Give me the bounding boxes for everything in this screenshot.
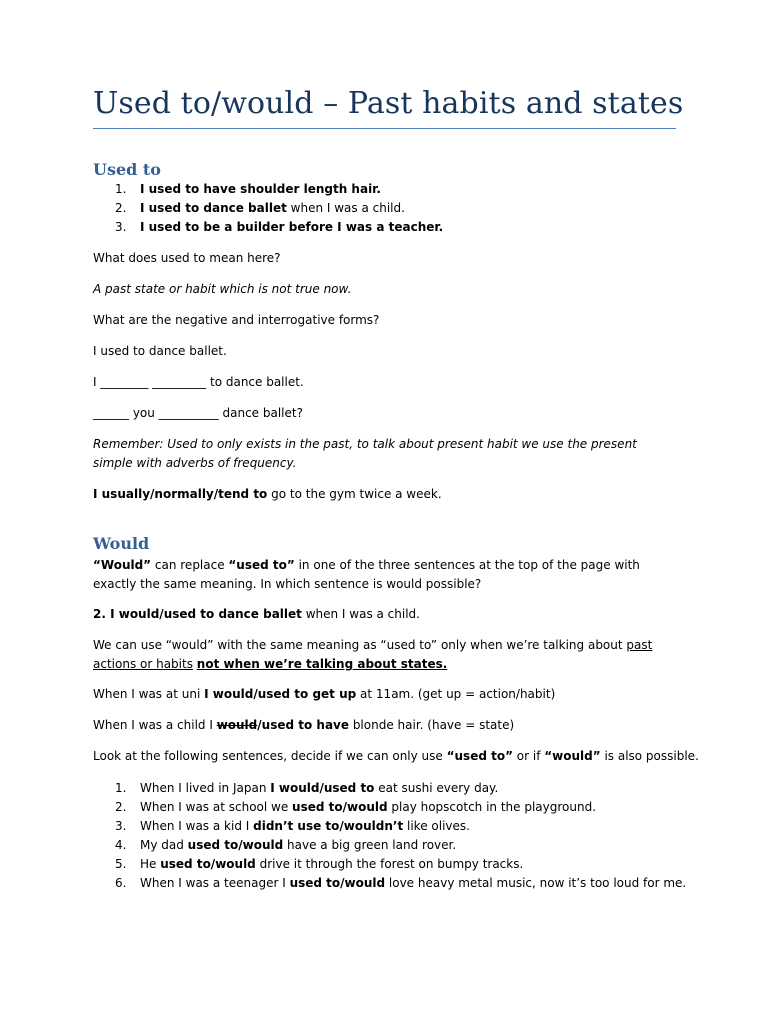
- heading-used-to: Used to: [93, 160, 161, 179]
- page-title: Used to/would – Past habits and states: [93, 86, 684, 121]
- item-text: When I was at school we: [140, 800, 293, 814]
- ex-rest: at 11am. (get up = action/habit): [356, 687, 556, 701]
- example-negative-blank: I ________ _________ to dance ballet.: [93, 375, 304, 389]
- example-action: [93, 685, 555, 704]
- ex-bold: /used to have: [257, 718, 349, 732]
- intro-used-to: “used to”: [228, 558, 295, 572]
- task-instruction: [93, 747, 699, 766]
- ex-text: When I was at uni: [93, 687, 205, 701]
- rule-past-actions: past actions or habits: [93, 638, 653, 671]
- task-would: “would”: [544, 749, 601, 763]
- example-affirmative: I used to dance ballet.: [93, 344, 227, 358]
- question-forms: What are the negative and interrogative forms?: [93, 313, 380, 327]
- item-text: When I was a kid I: [140, 819, 254, 833]
- item-bold: I would/used to: [270, 781, 375, 795]
- task-text: Look at the following sentences, decide if we can only use: [93, 749, 447, 763]
- list-text-bold: I used to have shoulder length hair.: [140, 182, 381, 196]
- item-rest: have a big green land rover.: [283, 838, 457, 852]
- list-number: 3.: [115, 819, 127, 833]
- would-rule: [93, 636, 676, 674]
- item-bold: used to/would: [187, 838, 284, 852]
- frequency-example: [93, 485, 442, 504]
- item-rest: like olives.: [403, 819, 470, 833]
- rule-text: We can use “would” with the same meaning as “used to” only when we’re talking about: [93, 638, 627, 652]
- remember-note: Remember: Used to only exists in the past, to talk about present habit we use the present simple with adverbs of frequency.: [93, 437, 637, 470]
- ex-bold: I would/used to get up: [204, 687, 357, 701]
- intro-text: can replace: [151, 558, 229, 572]
- list-number: 1.: [115, 182, 127, 196]
- rule-not-states: not when we’re talking about states.: [196, 657, 448, 671]
- example-state: [93, 716, 514, 735]
- list-number: 2.: [115, 201, 127, 215]
- blank-rest: dance ballet?: [218, 406, 303, 420]
- ex-struck-would: would: [216, 718, 258, 732]
- task-used-to: “used to”: [446, 749, 513, 763]
- blank-text: ______ you __________: [93, 406, 219, 420]
- item-bold: used to/would: [292, 800, 388, 814]
- title-underline: [93, 128, 676, 129]
- item-text: When I was a teenager I: [140, 876, 290, 890]
- list-text-bold: I used to be a builder before I was a teacher.: [140, 220, 444, 234]
- item-rest: play hopscotch in the playground.: [387, 800, 597, 814]
- list-number: 1.: [115, 781, 127, 795]
- item-rest: drive it through the forest on bumpy tracks.: [255, 857, 524, 871]
- list-text: when I was a child.: [286, 201, 405, 215]
- intro-would: “Would”: [93, 558, 152, 572]
- answer-bold: 2. I would/used to dance ballet: [93, 607, 302, 621]
- answer-meaning: A past state or habit which is not true now.: [93, 282, 352, 296]
- list-number: 5.: [115, 857, 127, 871]
- task-text-end: is also possible.: [600, 749, 699, 763]
- list-text-bold: I used to dance ballet: [140, 201, 287, 215]
- list-number: 4.: [115, 838, 127, 852]
- question-meaning: What does used to mean here?: [93, 251, 281, 265]
- task-text-mid: or if: [512, 749, 545, 763]
- list-number: 3.: [115, 220, 127, 234]
- list-number: 6.: [115, 876, 127, 890]
- example-interrogative-blank: [93, 404, 303, 423]
- item-text: When I lived in Japan: [140, 781, 271, 795]
- intro-text-rest: in one of the three sentences at the top of the page with exactly the same meaning. In which sentence is would possible?: [93, 558, 640, 591]
- ex-text: When I was a child I: [93, 718, 217, 732]
- item-rest: eat sushi every day.: [374, 781, 499, 795]
- frequency-bold: I usually/normally/tend to: [93, 487, 268, 501]
- item-text: He: [140, 857, 161, 871]
- heading-would: Would: [93, 534, 150, 553]
- item-bold: didn’t use to/wouldn’t: [253, 819, 404, 833]
- item-text: My dad: [140, 838, 188, 852]
- list-number: 2.: [115, 800, 127, 814]
- item-bold: used to/would: [160, 857, 256, 871]
- answer-rest: when I was a child.: [301, 607, 420, 621]
- would-answer: [93, 605, 420, 624]
- frequency-rest: go to the gym twice a week.: [267, 487, 442, 501]
- would-intro: [93, 556, 676, 594]
- ex-rest: blonde hair. (have = state): [349, 718, 515, 732]
- item-rest: love heavy metal music, now it’s too loud for me.: [385, 876, 687, 890]
- item-bold: used to/would: [289, 876, 386, 890]
